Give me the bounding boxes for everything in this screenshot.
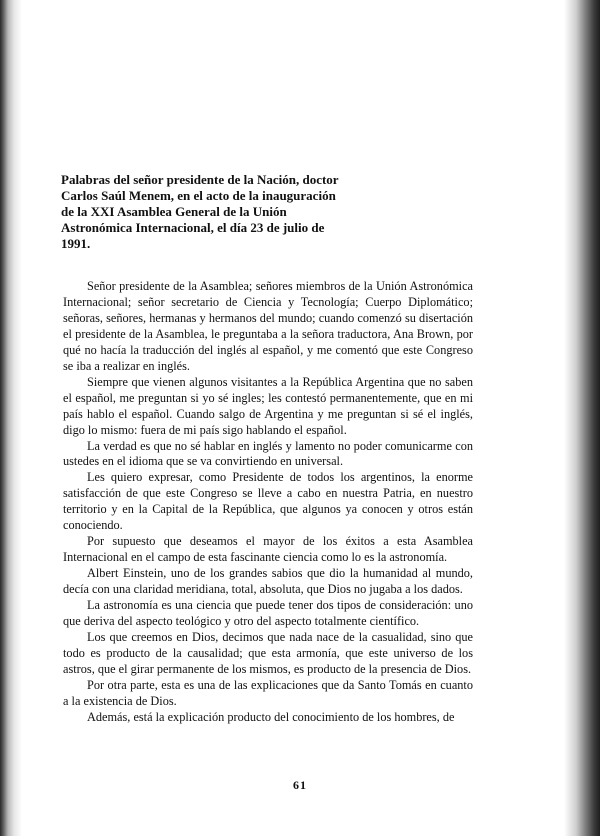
page-number: 61 xyxy=(293,778,307,792)
paragraph: Señor presidente de la Asamblea; señores miembros de la Unión Astronómica Internacional; señor secretario de Ciencia y Tecnología; Cuerpo Diplomático; señoras, señores, hermanas y hermanos del mundo; cuando comenzó su disertación el presidente de la Asamblea, le preguntaba a la señora traductora, Ana Brown, por qué no hacía la traducción del inglés al español, y me comentó que este Congreso se iba a realizar en inglés. xyxy=(63,279,473,373)
paragraph: Los que creemos en Dios, decimos que nada nace de la casualidad, sino que todo es producto de la causalidad; que esta armonía, que este universo de los astros, que el girar permanente de los mismos, es producto de la presencia de Dios. xyxy=(63,629,473,676)
paragraph: Además, está la explicación producto del conocimiento de los hombres, de xyxy=(87,709,455,724)
paragraph: Siempre que vienen algunos visitantes a la República Argentina que no saben el español, me preguntan si yo sé ingles; les contestó permanentemente, que en mi país hablo el español. Cuando salgo de Argentina y me preguntan si sé el inglés, digo lo mismo: fuera de mi país sigo hablando el español. xyxy=(63,374,473,437)
speech-body xyxy=(63,279,473,726)
scan-shadow-left xyxy=(0,0,22,836)
paragraph: Por otra parte, esta es una de las explicaciones que da Santo Tomás en cuanto a la existencia de Dios. xyxy=(63,677,473,708)
paragraph: Albert Einstein, uno de los grandes sabios que dio la humanidad al mundo, decía con una claridad meridiana, total, absoluta, que Dios no jugaba a los dados. xyxy=(63,566,473,597)
speech-title: Palabras del señor presidente de la Nación, doctor Carlos Saúl Menem, en el acto de la inauguración de la XXI Asamblea General de la Unión Astronómica Internacional, el día 23 de julio de 1991. xyxy=(61,172,339,251)
scan-shadow-right xyxy=(564,0,600,836)
paragraph: La astronomía es una ciencia que puede tener dos tipos de consideración: uno que deriva del aspecto teológico y otro del aspecto totalmente científico. xyxy=(63,598,473,629)
paragraph: La verdad es que no sé hablar en inglés y lamento no poder comunicarme con ustedes en el idioma que se va convirtiendo en universal. xyxy=(63,438,473,469)
paragraph: Por supuesto que deseamos el mayor de los éxitos a esta Asamblea Internacional en el campo de esta fascinante ciencia como lo es la astronomía. xyxy=(63,534,473,565)
paragraph: Les quiero expresar, como Presidente de todos los argentinos, la enorme satisfacción de que este Congreso se lleve a cabo en nuestra Patria, en nuestro territorio y en la Capital de la República, que algunos ya conocen y otros están conociendo. xyxy=(63,470,473,533)
